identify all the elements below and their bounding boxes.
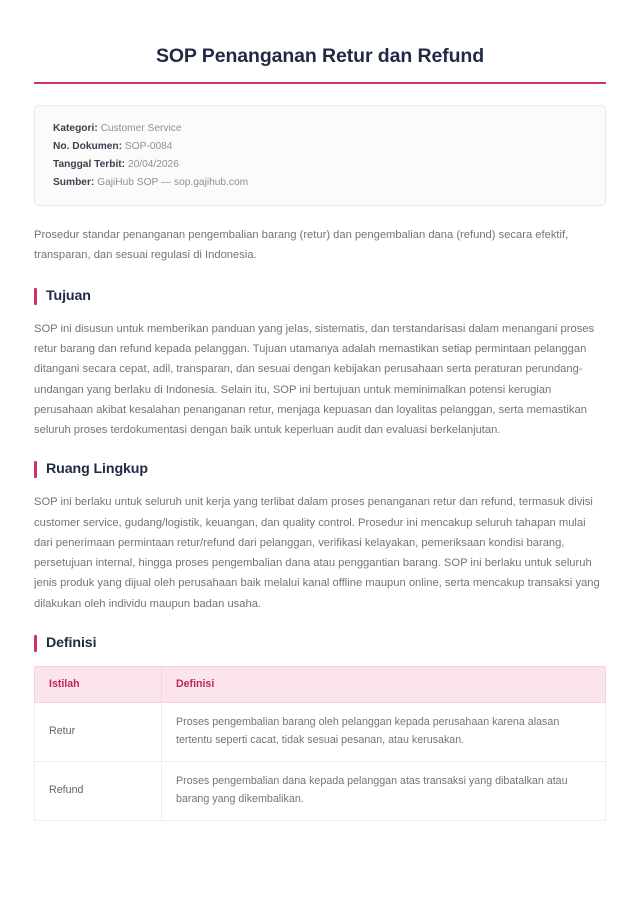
document-metadata-box bbox=[34, 105, 606, 206]
section-body-ruang-lingkup: SOP ini berlaku untuk seluruh unit kerja yang terlibat dalam proses penanganan retur dan refund, termasuk divisi customer service, gudang/logistik, keuangan, dan quality control. Prosedur ini mencakup seluruh tahapan mulai dari penerimaan permintaan retur/refund dari pelanggan, verifikasi kelayakan, pemeriksaan kondisi barang, persetujuan internal, hingga proses pengembalian dana atau penggantian barang. SOP ini berlaku untuk seluruh jenis produk yang dijual oleh perusahaan baik melalui kanal offline maupun online, serta mencakup transaksi yang dilakukan oleh individu maupun badan usaha. bbox=[34, 496, 600, 610]
metadata-row-tanggal-terbit bbox=[53, 156, 587, 174]
metadata-value-kategori: Customer Service bbox=[100, 122, 182, 134]
section-title-tujuan: Tujuan bbox=[46, 287, 91, 304]
section-heading-tujuan bbox=[34, 288, 606, 305]
definisi-table-body bbox=[35, 702, 606, 820]
accent-bar-icon bbox=[34, 461, 37, 478]
table-row bbox=[35, 702, 606, 761]
section-definisi bbox=[34, 635, 606, 821]
metadata-value-sumber: GajiHub SOP — sop.gajihub.com bbox=[97, 176, 249, 188]
column-header-definisi: Definisi bbox=[162, 667, 606, 703]
section-tujuan bbox=[34, 288, 606, 441]
column-header-istilah: Istilah bbox=[35, 667, 162, 703]
table-header-row bbox=[35, 667, 606, 703]
metadata-label-tanggal-terbit: Tanggal Terbit: bbox=[53, 158, 126, 170]
cell-istilah-retur: Retur bbox=[35, 702, 162, 761]
cell-istilah-refund: Refund bbox=[35, 761, 162, 820]
section-title-definisi: Definisi bbox=[46, 634, 97, 651]
cell-definisi-retur: Proses pengembalian barang oleh pelanggan kepada perusahaan karena alasan tertentu seperti cacat, tidak sesuai pesanan, atau kerusakan. bbox=[162, 702, 606, 761]
intro-paragraph: Prosedur standar penanganan pengembalian barang (retur) dan pengembalian dana (refund) secara efektif, transparan, dan sesuai regulasi di Indonesia. bbox=[34, 228, 569, 261]
metadata-value-no-dokumen: SOP-0084 bbox=[124, 140, 173, 152]
section-body-tujuan: SOP ini disusun untuk memberikan panduan yang jelas, sistematis, dan terstandarisasi dalam menangani proses retur barang dan refund kepada pelanggan. Tujuan utamanya adalah memastikan setiap permintaan pelanggan ditangani secara cepat, adil, transparan, dan sesuai dengan kebijakan perusahaan serta peraturan perundang-undangan yang berlaku di Indonesia. Selain itu, SOP ini bertujuan untuk meminimalkan potensi kerugian perusahaan akibat kesalahan penanganan retur, menjaga kepuasan dan loyalitas pelanggan, serta memastikan seluruh proses terdokumentasi dengan baik untuk keperluan audit dan evaluasi berkelanjutan. bbox=[34, 322, 595, 437]
cell-definisi-refund: Proses pengembalian dana kepada pelanggan atas transaksi yang dibatalkan atau barang yang dikembalikan. bbox=[162, 761, 606, 820]
section-title-ruang-lingkup: Ruang Lingkup bbox=[46, 461, 148, 478]
definisi-table bbox=[34, 666, 606, 821]
accent-bar-icon bbox=[34, 635, 37, 652]
metadata-label-sumber: Sumber: bbox=[53, 176, 95, 188]
metadata-value-tanggal-terbit: 20/04/2026 bbox=[127, 158, 179, 170]
metadata-label-kategori: Kategori: bbox=[53, 122, 98, 134]
metadata-label-no-dokumen: No. Dokumen: bbox=[53, 140, 123, 152]
metadata-row-kategori bbox=[53, 120, 587, 138]
table-row bbox=[35, 761, 606, 820]
title-divider bbox=[34, 82, 606, 84]
section-heading-definisi bbox=[34, 635, 606, 652]
definisi-table-head bbox=[35, 667, 606, 703]
accent-bar-icon bbox=[34, 288, 37, 305]
metadata-row-sumber bbox=[53, 174, 587, 192]
section-heading-ruang-lingkup bbox=[34, 461, 606, 478]
page-title: SOP Penanganan Retur dan Refund bbox=[155, 45, 485, 67]
section-ruang-lingkup bbox=[34, 461, 606, 614]
metadata-row-no-dokumen bbox=[53, 138, 587, 156]
